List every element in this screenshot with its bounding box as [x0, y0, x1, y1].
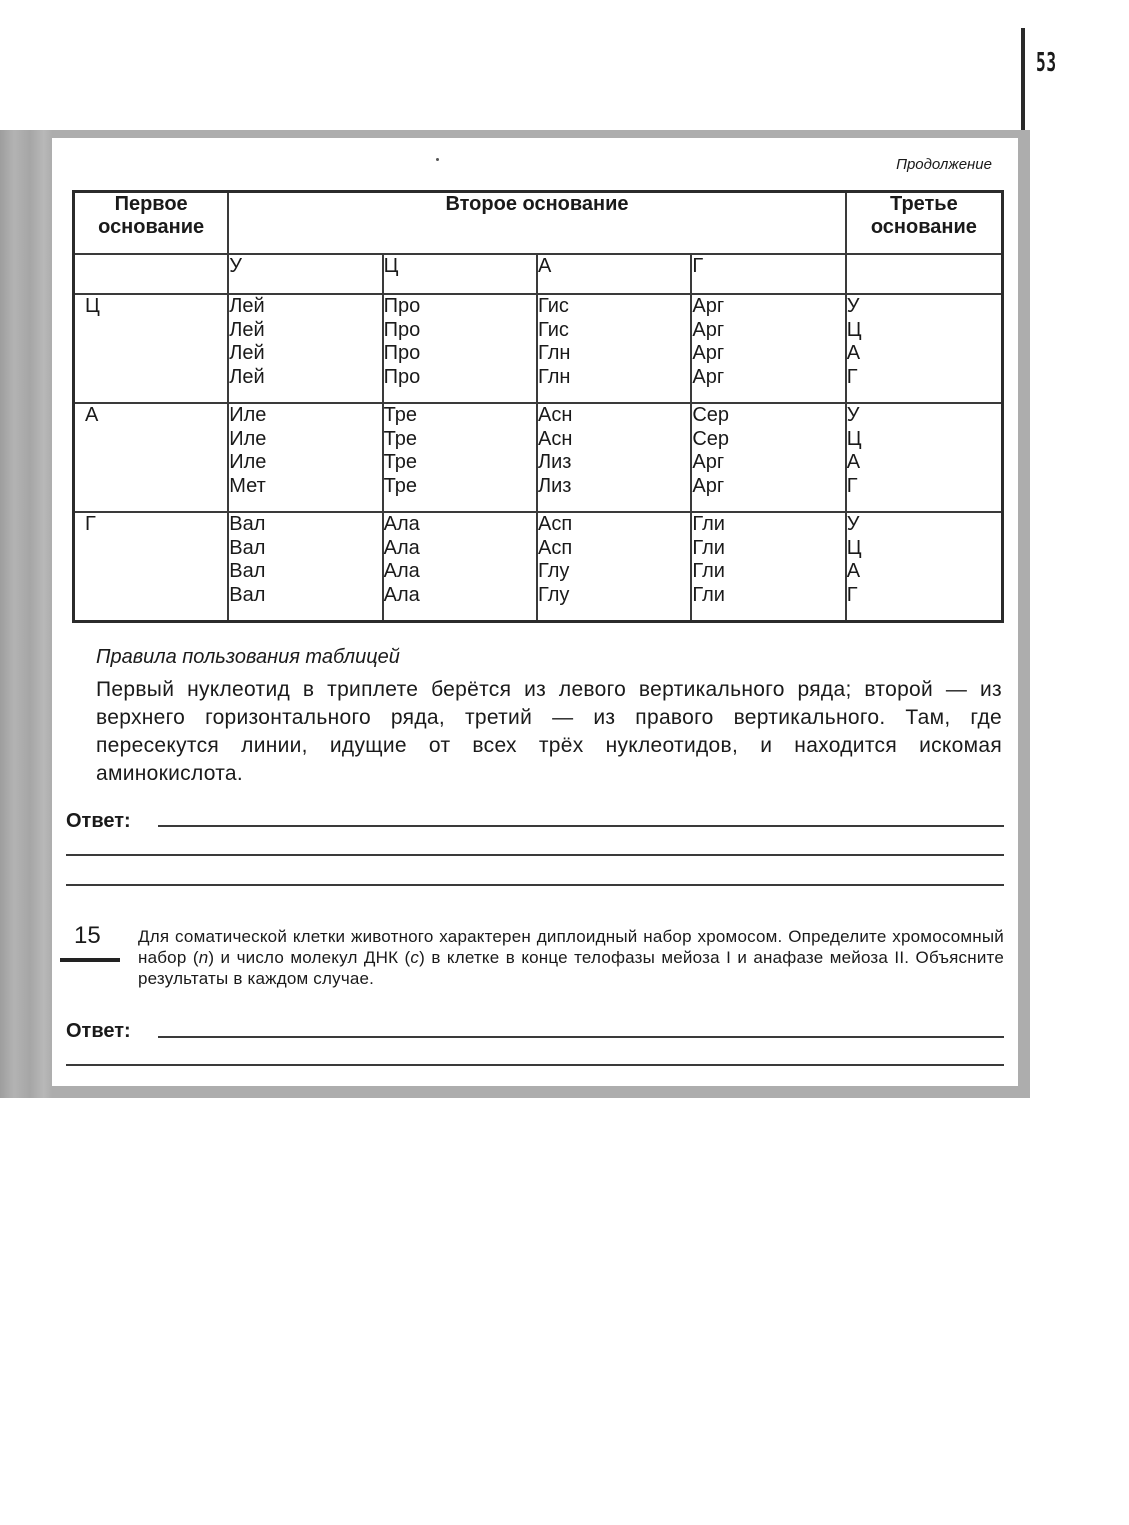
answer-label: Ответ:	[66, 810, 131, 832]
third-base-cell: У Ц А Г	[846, 512, 1003, 622]
answer-line[interactable]	[66, 854, 1004, 856]
amino-cell: Лей Лей Лей Лей	[228, 294, 382, 403]
amino-cell: Гли Гли Гли Гли	[691, 512, 845, 622]
question-text: Для соматической клетки животного характерен диплоидный набор хромосом. Определите хромосомный набор (n) и число молекул ДНК (c) в клетке в конце телофазы мейоза I и анафазе мейоза II. Объясните результаты в каждом случае.	[138, 927, 1004, 988]
amino-cell: Асп Асп Глу Глу	[537, 512, 691, 622]
answer-label: Ответ:	[66, 1020, 131, 1042]
second-base-g: Г	[691, 254, 845, 294]
amino-cell: Ала Ала Ала Ала	[383, 512, 537, 622]
empty-cell	[74, 254, 229, 294]
amino-cell: Вал Вал Вал Вал	[228, 512, 382, 622]
amino-cell: Иле Иле Иле Мет	[228, 403, 382, 512]
third-base-cell: У Ц А Г	[846, 403, 1003, 512]
amino-cell: Асн Асн Лиз Лиз	[537, 403, 691, 512]
first-base-cell: А	[74, 403, 229, 512]
table-row-first-c	[74, 294, 1003, 403]
question-number: 15	[74, 922, 101, 949]
table-row-first-g	[74, 512, 1003, 622]
question-number-underline	[60, 958, 120, 962]
second-base-a: А	[537, 254, 691, 294]
continuation-label: Продолжение	[896, 156, 992, 173]
third-base-cell: У Ц А Г	[846, 294, 1003, 403]
page-edge-rule	[1021, 28, 1025, 130]
rules-text: Первый нуклеотид в триплете берётся из левого вертикального ряда; второй — из верхнего горизонтального ряда, третий — из правого вертикального. Там, где пересекутся линии, идущие от всех трёх нуклеотидов, и находится искомая аминокислота.	[96, 678, 1002, 785]
second-base-row	[74, 254, 1003, 294]
first-base-cell: Ц	[74, 294, 229, 403]
first-base-cell: Г	[74, 512, 229, 622]
amino-cell: Арг Арг Арг Арг	[691, 294, 845, 403]
amino-cell: Сер Сер Арг Арг	[691, 403, 845, 512]
table-header-row	[74, 192, 1003, 255]
answer-line[interactable]	[158, 1036, 1004, 1038]
table-row-first-a	[74, 403, 1003, 512]
worksheet	[52, 138, 1018, 1086]
second-base-u: У	[228, 254, 382, 294]
amino-cell: Про Про Про Про	[383, 294, 537, 403]
answer-line[interactable]	[158, 825, 1004, 827]
rules-title: Правила пользования таблицей	[96, 646, 400, 668]
genetic-code-table	[72, 190, 1004, 623]
header-third-base: Третье основание	[846, 192, 1003, 255]
empty-cell	[846, 254, 1003, 294]
header-second-base: Второе основание	[228, 192, 845, 255]
page-number: 53	[1036, 48, 1057, 78]
scan-speck	[436, 158, 439, 161]
header-first-base: Первое основание	[74, 192, 229, 255]
second-base-c: Ц	[383, 254, 537, 294]
amino-cell: Гис Гис Глн Глн	[537, 294, 691, 403]
answer-line[interactable]	[66, 1064, 1004, 1066]
answer-line[interactable]	[66, 884, 1004, 886]
amino-cell: Тре Тре Тре Тре	[383, 403, 537, 512]
